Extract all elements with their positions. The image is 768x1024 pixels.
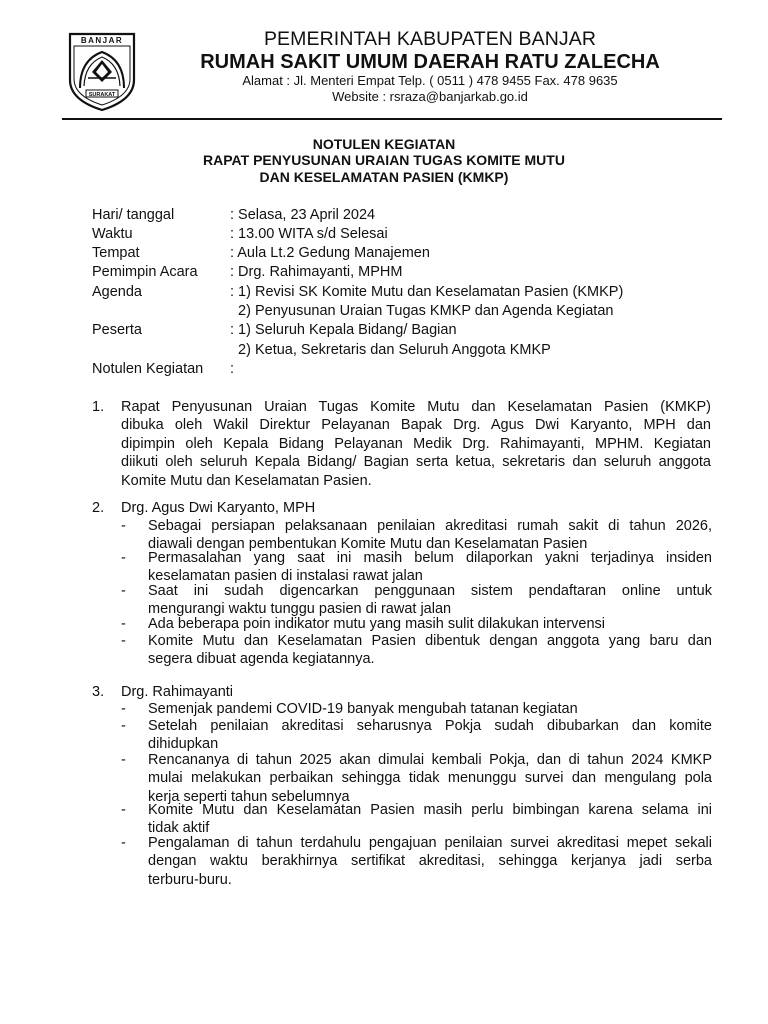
bullet-line: Sebagai persiapan pelaksanaan penilaian akreditasi rumah sakit di tahun 2026, [148,518,712,534]
info-label: Tempat [92,245,140,261]
bullet-dash: - [121,518,126,534]
hospital-website: Website : rsraza@banjarkab.go.id [332,89,528,104]
bullet-line: Permasalahan yang saat ini masih belum dilaporkan yakni terjadinya insiden [148,550,712,566]
document-title: NOTULEN KEGIATAN [312,136,456,152]
bullet-line: mulai melakukan perbaikan sehingga tidak menunggu survei dan mengulang pola [148,770,712,787]
bullet-dash: - [121,583,126,599]
info-label: Notulen Kegiatan [92,361,204,377]
bullet-dash: - [121,550,126,566]
bullet-dash: - [121,701,126,717]
bullet-line: Semenjak pandemi COVID-19 banyak mengubah tatanan kegiatan [148,701,578,717]
regency-emblem-icon [66,30,138,112]
letterhead-divider [62,118,722,120]
bullet-line: Ada beberapa poin indikator mutu yang masih sulit dilakukan intervensi [148,616,606,632]
info-value: : 1) Seluruh Kepala Bidang/ Bagian [230,322,457,338]
bullet-line: Rencananya di tahun 2025 akan dimulai kembali Pokja, dan di tahun 2024 KMKP [148,752,712,768]
item-heading: Drg. Rahimayanti [121,684,234,700]
bullet-line: Komite Mutu dan Keselamatan Pasien masih perlu bimbingan karena selama ini [148,802,712,818]
info-label: Hari/ tanggal [92,207,175,223]
document-subtitle-line2: DAN KESELAMATAN PASIEN (KMKP) [259,169,509,185]
bullet-line: segera dibuat agenda kegiatannya. [148,651,375,668]
item-text-line: dipimpin oleh Kepala Bidang Pelayanan Medik Drg. Rahimayanti, MPHM. Kegiatan [121,435,711,452]
info-label: Agenda [92,284,142,300]
info-value: : [230,361,235,377]
kabupaten-banjar-logo [66,30,138,112]
bullet-line: kerja seperti tahun sebelumnya [148,788,350,805]
bullet-dash: - [121,835,126,851]
info-value: 2) Ketua, Sekretaris dan Seluruh Anggota KMKP [230,342,551,358]
bullet-dash: - [121,633,126,649]
bullet-line: Saat ini sudah digencarkan penggunaan sistem pendaftaran online untuk [148,583,712,599]
hospital-address: Alamat : Jl. Menteri Empat Telp. ( 0511 ) 478 9455 Fax. 478 9635 [242,73,618,88]
document-subtitle-line1: RAPAT PENYUSUNAN URAIAN TUGAS KOMITE MUTU [203,152,565,168]
item-text-line: Rapat Penyusunan Uraian Tugas Komite Mutu dan Keselamatan Pasien (KMKP) [121,399,711,415]
item-heading: Drg. Agus Dwi Karyanto, MPH [121,500,316,516]
bullet-line: dihidupkan [148,736,219,753]
bullet-dash: - [121,718,126,734]
item-text-line: Komite Mutu dan Keselamatan Pasien. [121,472,372,489]
item-number: 2. [92,500,105,516]
item-text-line: dibuka oleh Wakil Direktur Pelayanan Bapak Drg. Agus Dwi Karyanto, MPH dan [121,417,711,434]
svg-text:BANJAR: BANJAR [80,36,124,45]
bullet-line: keselamatan pasien di instalasi rawat jalan [148,568,423,585]
bullet-line: diawali dengan pembentukan Komite Mutu dan Keselamatan Pasien [148,536,588,553]
bullet-dash: - [121,802,126,818]
bullet-line: Setelah penilaian akreditasi seharusnya Pokja sudah dibubarkan dan komite [148,718,712,734]
info-value: : Aula Lt.2 Gedung Manajemen [230,245,430,261]
government-name: PEMERINTAH KABUPATEN BANJAR [263,28,597,50]
bullet-line: terburu-buru. [148,871,232,888]
item-text-line: diikuti oleh seluruh Kepala Bidang/ Bagian serta ketua, sekretaris dan seluruh anggota [121,454,711,471]
info-value: : 1) Revisi SK Komite Mutu dan Keselamatan Pasien (KMKP) [230,284,624,300]
hospital-name: RUMAH SAKIT UMUM DAERAH RATU ZALECHA [200,51,660,73]
info-label: Pemimpin Acara [92,264,198,280]
info-value: : Selasa, 23 April 2024 [230,207,376,223]
bullet-line: Pengalaman di tahun terdahulu pengajuan penilaian survei akreditasi mepet sekali [148,835,712,851]
info-value: 2) Penyusunan Uraian Tugas KMKP dan Agenda Kegiatan [230,303,614,319]
info-label: Waktu [92,226,133,242]
bullet-dash: - [121,616,126,632]
item-number: 1. [92,399,105,415]
bullet-line: mengurangi waktu tunggu pasien di rawat jalan [148,601,452,618]
bullet-dash: - [121,752,126,768]
item-number: 3. [92,684,105,700]
info-value: : Drg. Rahimayanti, MPHM [230,264,403,280]
info-value: : 13.00 WITA s/d Selesai [230,226,388,242]
svg-text:SURAKAT: SURAKAT [88,92,116,98]
bullet-line: dengan waktu berakhirnya sertifikat akreditasi, sehingga kerjanya jadi serba [148,853,712,870]
bullet-line: tidak aktif [148,820,210,837]
bullet-line: Komite Mutu dan Keselamatan Pasien dibentuk dengan anggota yang baru dan [148,633,712,649]
info-label: Peserta [92,322,142,338]
